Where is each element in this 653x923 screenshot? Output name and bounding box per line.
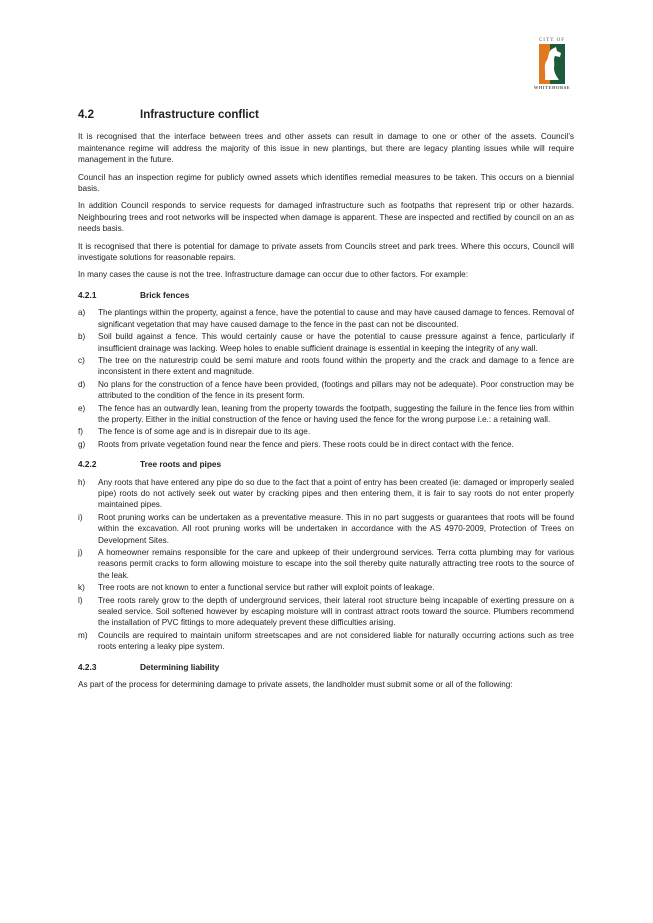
tree-roots-list [78,477,574,653]
list-item [78,403,574,426]
list-item [78,582,574,593]
list-marker: k) [78,583,85,593]
list-marker: l) [78,595,83,605]
list-text: Tree roots are not known to enter a functional service but rather will exploit points of leakage. [98,583,435,593]
list-item [78,512,574,546]
list-text: The plantings within the property, against a fence, have the potential to cause and may have caused damage to fences. Removal of significant vegetation that may have caused damage to the fence in the past can not be discounted. [98,308,574,329]
paragraph: In addition Council responds to service requests for damaged infrastructure such as footpaths that represent trip or other hazards. Neighbouring trees and root networks will be inspected when damage is apparent. These are inspected and rectified by council on an as needs basis. [78,201,574,234]
paragraph: Council has an inspection regime for publicly owned assets which identifies remedial measures to be taken. This occurs on a biennial basis. [78,172,574,194]
list-marker: a) [78,308,86,318]
list-item [78,379,574,402]
list-marker: b) [78,332,86,342]
section-heading [78,110,574,121]
subsection-heading-brick-fences [78,290,574,301]
list-item [78,331,574,354]
subsection-heading-liability [78,662,574,673]
paragraph: As part of the process for determining damage to private assets, the landholder must submit some or all of the following: [78,680,513,690]
list-text: The fence has an outwardly lean, leaning from the property towards the footpath, suggesting the failure in the fence lies from within the property. Either in the initial construction of the fence or having used the fence for the wrong purpose i.e.: a retaining wall. [98,403,574,424]
list-text: Root pruning works can be undertaken as a preventative measure. This in no part suggests or guarantees that roots will be found within the excavation. All root pruning works will be undertaken in accordance with the AS 4970-2009, Protection of Trees on Development Sites. [98,512,574,545]
document-body [78,110,574,696]
section-number: 4.2 [78,109,94,121]
subsection-title: Determining liability [140,661,220,672]
list-marker: c) [78,355,85,365]
paragraph: In many cases the cause is not the tree. Infrastructure damage can occur due to other factors. For example: [78,270,469,280]
horse-emblem-icon [539,44,565,84]
section-title: Infrastructure conflict [140,109,259,121]
brick-fences-list [78,307,574,450]
list-text: Roots from private vegetation found near the fence and piers. These roots could be in direct contact with the fence. [98,439,514,449]
list-text: No plans for the construction of a fence have been provided, (footings and pillars may not be adequate). Poor construction may be attributed to the condition of the fence in its present form. [98,379,574,401]
subsection-number: 4.2.2 [78,459,97,470]
list-item [78,307,574,330]
list-marker: m) [78,630,88,640]
list-marker: g) [78,439,86,449]
list-text: Councils are required to maintain uniform streetscapes and are not considered liable for naturally occurring actions such as tree roots entering a leaky pipe system. [98,630,574,652]
list-marker: f) [78,427,84,437]
paragraph: It is recognised that the interface between trees and other assets can result in damage to one or other of the assets. Council’s maintenance regime will address the majority of this issue in new plantings, but there are legacy planting issues while will require management in the future. [78,132,574,165]
paragraph: It is recognised that there is potential for damage to private assets from Councils street and park trees. Where this occurs, Council will investigate solutions for reasonable repairs. [78,241,574,263]
list-text: Soil build against a fence. This would certainly cause or have the potential to cause pressure against a fence, particularly if insufficient drainage was lacking. Weep holes to enable sufficient drainage is essential in keeping the integrity of any wall. [98,332,574,353]
list-item [78,426,574,437]
list-text: The fence is of some age and is in disrepair due to its age. [98,427,311,437]
list-text: The tree on the naturestrip could be semi mature and roots found within the property and the crack and damage to a fence are inconsistent in there extent and magnitude. [98,355,574,377]
list-item [78,630,574,653]
list-item [78,595,574,629]
list-marker: j) [78,548,83,557]
list-item [78,547,574,581]
subsection-heading-tree-roots [78,459,574,470]
list-item [78,477,574,511]
logo-top-text: CITY OF [538,38,566,43]
list-marker: d) [78,379,86,389]
subsection-number: 4.2.1 [78,289,97,300]
list-item [78,439,574,450]
city-of-whitehorse-logo [530,38,574,98]
list-marker: i) [78,512,83,522]
list-text: Any roots that have entered any pipe do so due to the fact that a point of entry has been created (ie: damaged or improperly sealed pipe) roots do not actively seek out water by cracking pipes and then entering them, it is fair to say roots do not enter properly maintained pipes. [98,477,574,510]
list-marker: h) [78,477,86,487]
list-marker: e) [78,403,86,413]
list-text: Tree roots rarely grow to the depth of underground services, their lateral root structure being incapable of exerting pressure on a sealed service. Soil softened however by escaping moisture will in contrast attract roots toward the source. Plumbers recommend the installation of PVC fittings to more adequately prevent these difficulties arising. [98,595,574,628]
list-item [78,355,574,378]
subsection-title: Brick fences [140,289,190,300]
subsection-title: Tree roots and pipes [140,459,222,470]
list-text: A homeowner remains responsible for the care and upkeep of their underground services. Terra cotta plumbing may for various reasons permit cracks to form allowing moisture to escape into the soil thereby quite naturally attracting tree roots to the source of the leak. [98,548,574,580]
subsection-number: 4.2.3 [78,661,97,672]
logo-bottom-text: WHITEHORSE [533,85,571,90]
